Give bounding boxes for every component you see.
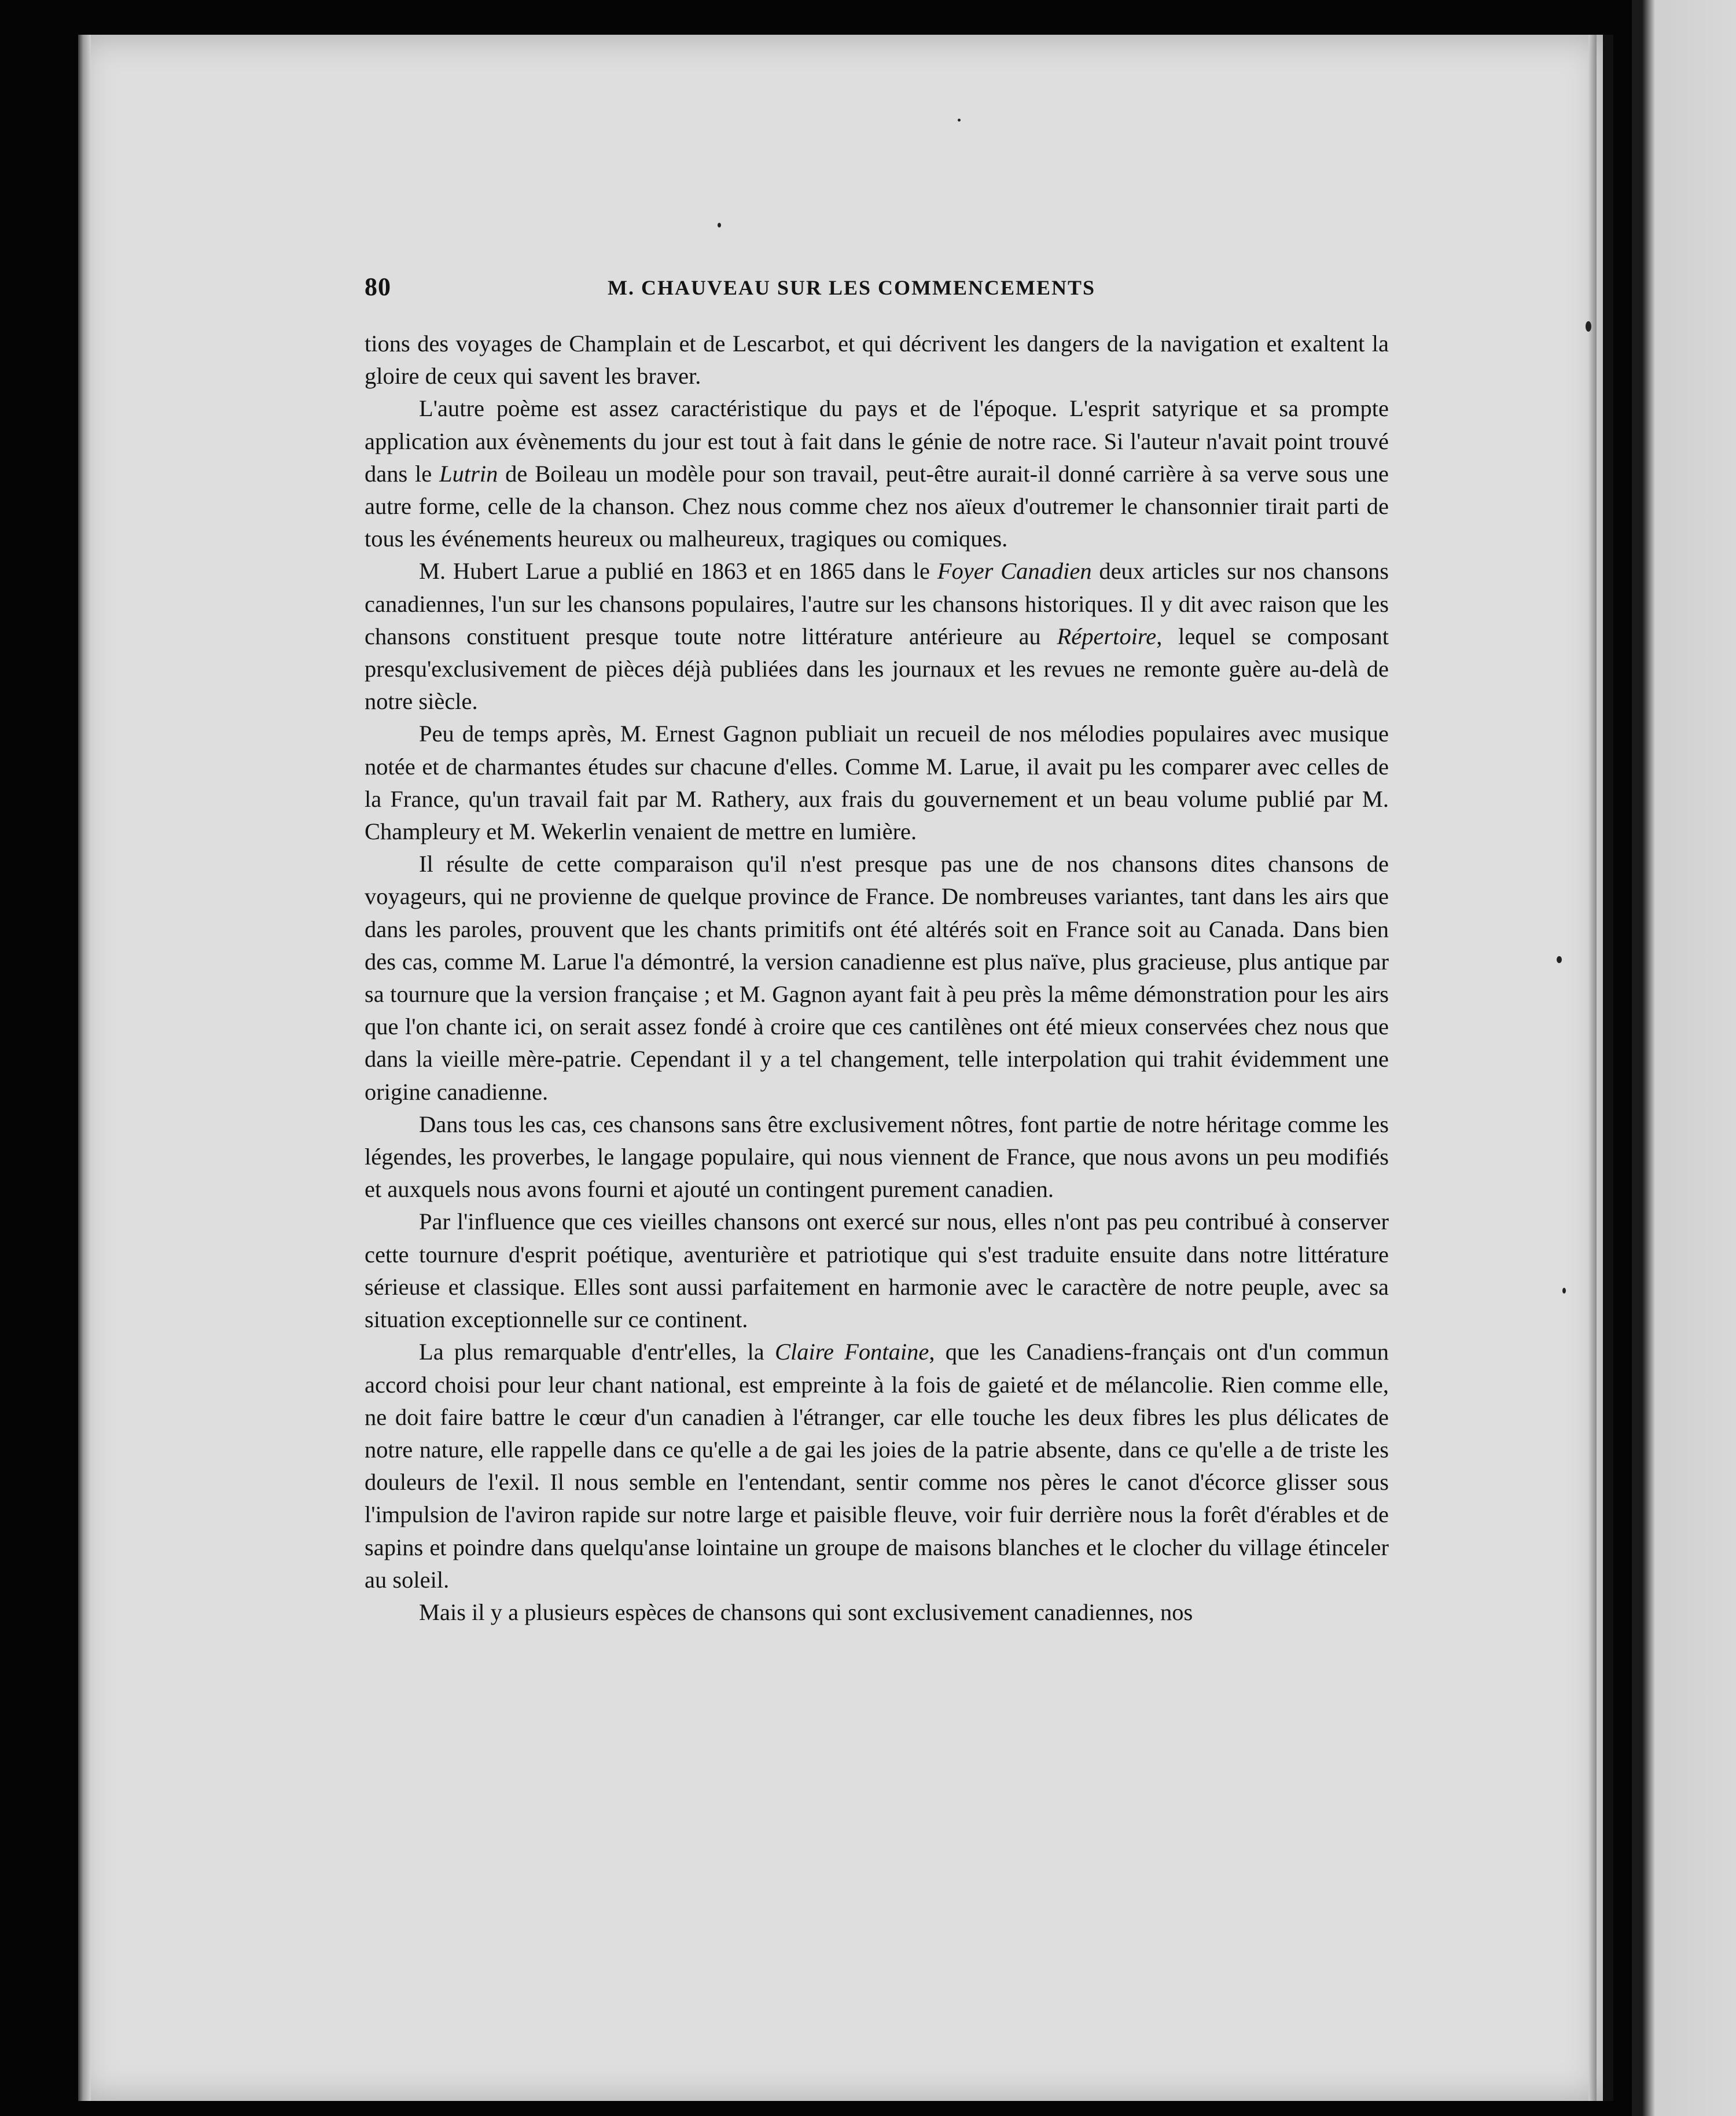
text-run: de Boileau un modèle pour son travail, peut-être aurait-il donné carrière à sa verve sous une autre forme, celle de la chanson. Chez nous comme chez nos aïeux d'outremer le chansonnier tirait parti de tous les événements heureux ou malheureux, tragiques ou comiques. <box>365 460 1389 552</box>
scan-speck <box>718 223 721 227</box>
text-run: deux articles sur nos chansons canadiennes, l'un sur les chansons populaires, l'autre sur les chansons historiques. Il y dit avec raison que les chansons constituent presque toute notre littérature antérieure au <box>365 558 1389 649</box>
text-run: , que les Canadiens-français ont d'un commun accord choisi pour leur chant national, est empreinte à la fois de gaieté et de mélancolie. Rien comme elle, ne doit faire battre le cœur d'un canadien à l'étranger, car elle touche les deux fibres les plus délicates de notre nature, elle rappelle dans ce qu'elle a de gai les joies de la patrie absente, dans ce qu'elle a de triste les douleurs de l'exil. Il nous semble en l'entendant, sentir comme nos pères le canot d'écorce glisser sous l'impulsion de l'aviron rapide sur notre large et paisible fleuve, voir fuir derrière nous la forêt d'érables et de sapins et poindre dans quelqu'anse lointaine un groupe de maisons blanches et le clocher du village étinceler au soleil. <box>365 1339 1389 1593</box>
scan-speck <box>958 119 961 122</box>
text-run: Peu de temps après, M. Ernest Gagnon publiait un recueil de nos mélodies populaires avec musique notée et de charmantes études sur chacune d'elles. Comme M. Larue, il avait pu les comparer avec celles de la France, qu'un travail fait par M. Rathery, aux frais du gouvernement et un beau volume publié par M. Champleury et M. Wekerlin venaient de mettre en lumière. <box>365 721 1389 845</box>
paragraph <box>365 1336 1389 1596</box>
paragraph <box>365 718 1389 848</box>
scan-speck <box>1562 1288 1566 1294</box>
text-run: Par l'influence que ces vieilles chansons ont exercé sur nous, elles n'ont pas peu contribué à conserver cette tournure d'esprit poétique, aventurière et patriotique qui s'est traduite ensuite dans notre littérature sérieuse et classique. Elles sont aussi parfaitement en harmonie avec le caractère de notre peuple, avec sa situation exceptionnelle sur ce continent. <box>365 1208 1389 1333</box>
binding-gutter <box>1603 35 1613 2101</box>
paragraph <box>365 392 1389 555</box>
paragraph <box>365 1596 1389 1629</box>
page-curl-shadow <box>1588 35 1597 2101</box>
facing-page-edge <box>1632 0 1736 2116</box>
italic-title: Claire Fontaine <box>774 1339 929 1365</box>
text-run: tions des voyages de Champlain et de Lescarbot, et qui décrivent les dangers de la navigation et exaltent la gloire de ceux qui savent les braver. <box>365 330 1389 390</box>
italic-title: Foyer Canadien <box>937 558 1092 585</box>
body-text <box>365 328 1389 1629</box>
running-head <box>365 272 1389 307</box>
text-run: M. Hubert Larue a publié en 1863 et en 1865 dans le <box>419 558 937 585</box>
text-run: L'autre poème est assez caractéristique du pays et de l'époque. L'esprit satyrique et sa prompte application aux évènements du jour est tout à fait dans le génie de notre race. Si l'auteur n'avait point trouvé dans le <box>365 395 1389 487</box>
paragraph <box>365 1206 1389 1336</box>
scan-speck <box>1557 956 1562 963</box>
italic-title: Répertoire <box>1057 623 1157 649</box>
text-run: Mais il y a plusieurs espèces de chansons qui sont exclusivement canadiennes, nos <box>419 1599 1193 1625</box>
text-run: , lequel se composant presqu'exclusivement de pièces déjà publiées dans les journaux et les revues ne remonte guère au-delà de notre siècle. <box>365 623 1389 715</box>
page-number: 80 <box>365 273 391 301</box>
page-left-edge <box>78 35 91 2101</box>
text-run: Il résulte de cette comparaison qu'il n'est presque pas une de nos chansons dites chansons de voyageurs, qui ne provienne de quelque province de France. De nombreuses variantes, tant dans les airs que dans les paroles, prouvent que les chants primitifs ont été altérés soit en France soit au Canada. Dans bien des cas, comme M. Larue l'a démontré, la version canadienne est plus naïve, plus gracieuse, plus antique par sa tournure que la version française ; et M. Gagnon ayant fait à peu près la même démonstration pour les airs que l'on chante ici, on serait assez fondé à croire que ces cantilènes ont été mieux conservées chez nous que dans la vieille mère-patrie. Cependant il y a tel changement, telle interpolation qui trahit évidemment une origine canadienne. <box>365 851 1389 1105</box>
italic-title: Lutrin <box>439 460 498 487</box>
running-title: M. CHAUVEAU SUR LES COMMENCEMENTS <box>608 276 1096 299</box>
paragraph <box>365 1108 1389 1206</box>
paragraph <box>365 328 1389 392</box>
paragraph <box>365 555 1389 718</box>
text-run: Dans tous les cas, ces chansons sans être exclusivement nôtres, font partie de notre héritage comme les légendes, les proverbes, le langage populaire, qui nous viennent de France, que nous avons un peu modifiés et auxquels nous avons fourni et ajouté un contingent purement canadien. <box>365 1111 1389 1203</box>
text-run: La plus remarquable d'entr'elles, la <box>419 1339 775 1365</box>
paragraph <box>365 848 1389 1108</box>
scan-speck <box>1586 321 1591 332</box>
